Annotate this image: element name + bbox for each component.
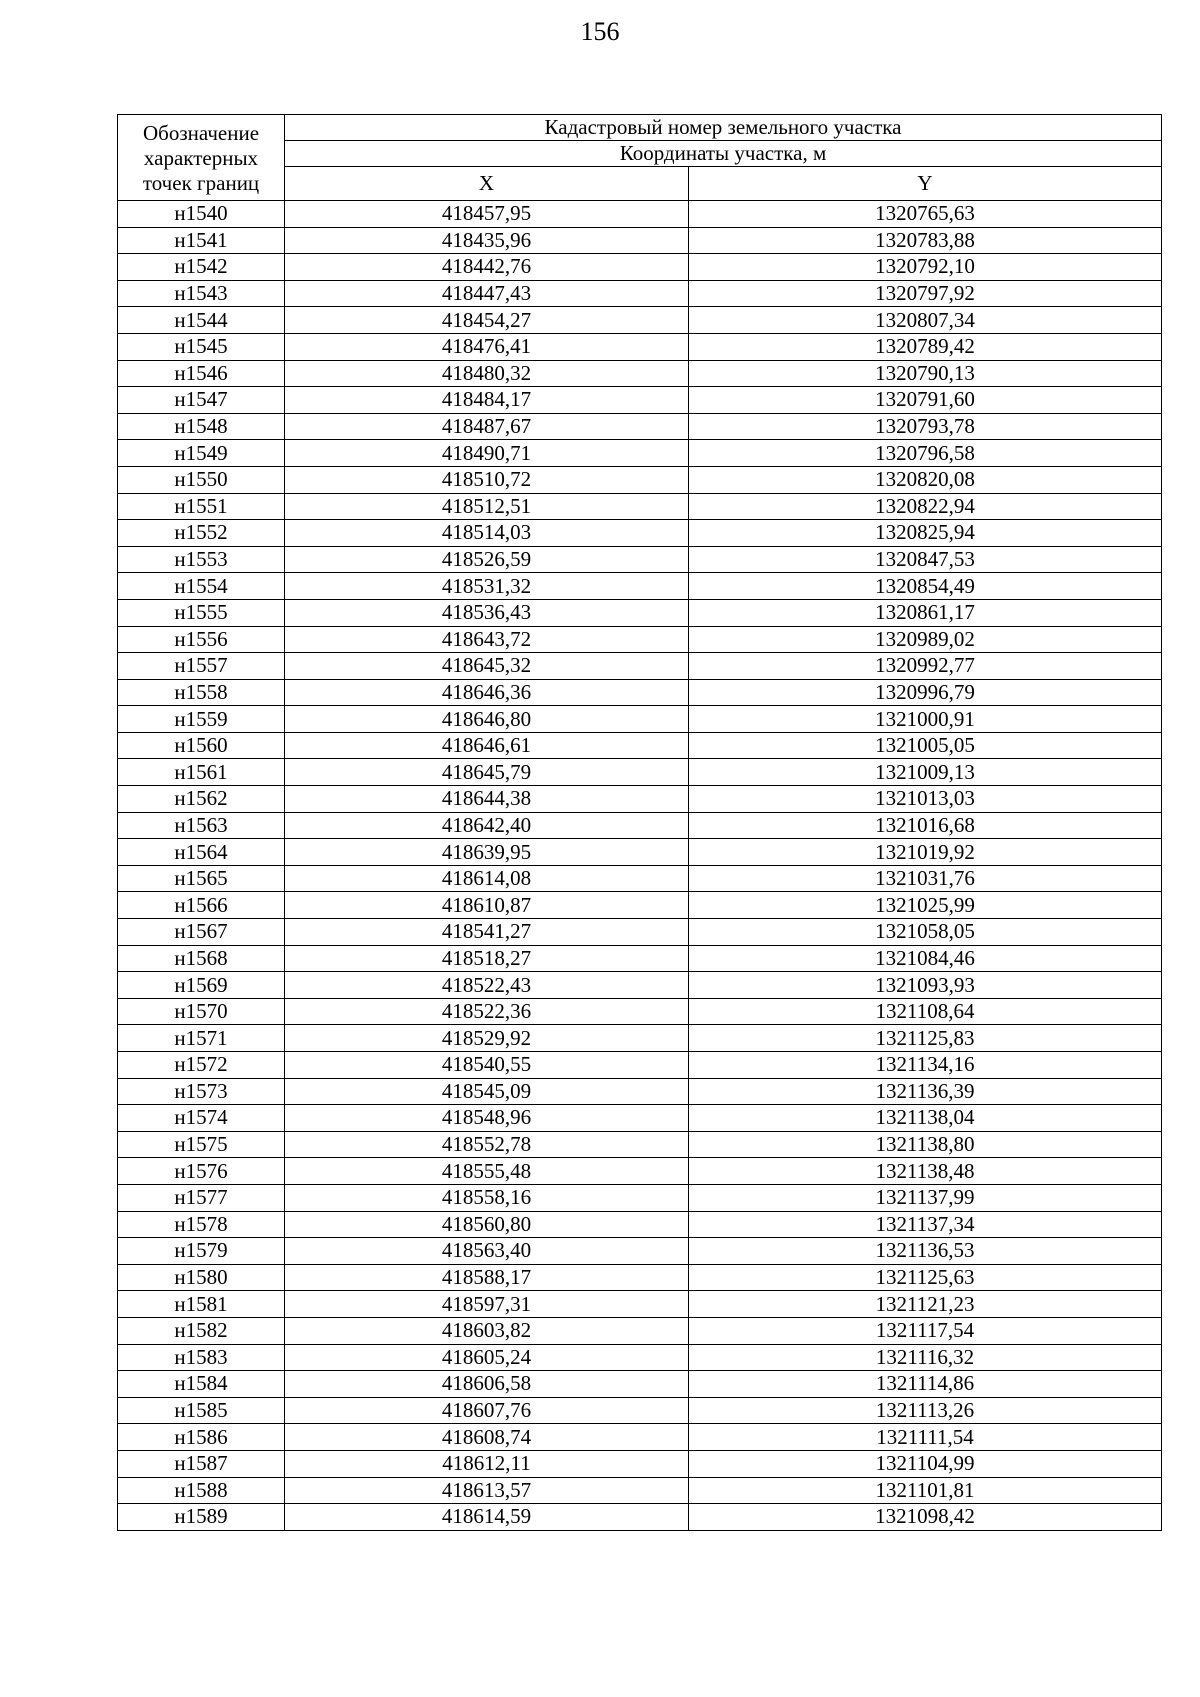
table-row (118, 1211, 1162, 1238)
y-cell: 1321009,13 (689, 759, 1162, 786)
point-cell: н1582 (118, 1317, 285, 1344)
x-cell: 418531,32 (285, 573, 689, 600)
y-cell: 1321019,92 (689, 839, 1162, 866)
point-cell: н1548 (118, 413, 285, 440)
y-cell: 1321114,86 (689, 1371, 1162, 1398)
y-cell: 1320765,63 (689, 201, 1162, 228)
point-cell: н1543 (118, 280, 285, 307)
point-cell: н1570 (118, 998, 285, 1025)
y-cell: 1321005,05 (689, 732, 1162, 759)
y-cell: 1320797,92 (689, 280, 1162, 307)
y-cell: 1321098,42 (689, 1504, 1162, 1531)
y-cell: 1320847,53 (689, 546, 1162, 573)
y-cell: 1320790,13 (689, 360, 1162, 387)
x-cell: 418522,36 (285, 998, 689, 1025)
y-cell: 1320854,49 (689, 573, 1162, 600)
table-row (118, 307, 1162, 334)
table-row (118, 865, 1162, 892)
x-cell: 418536,43 (285, 599, 689, 626)
y-cell: 1320992,77 (689, 653, 1162, 680)
x-cell: 418541,27 (285, 919, 689, 946)
point-cell: н1560 (118, 732, 285, 759)
y-cell: 1320783,88 (689, 227, 1162, 254)
x-cell: 418447,43 (285, 280, 689, 307)
y-cell: 1320996,79 (689, 679, 1162, 706)
point-cell: н1588 (118, 1477, 285, 1504)
point-cell: н1552 (118, 520, 285, 547)
point-cell: н1563 (118, 812, 285, 839)
table-row (118, 626, 1162, 653)
y-cell: 1320807,34 (689, 307, 1162, 334)
y-cell: 1321117,54 (689, 1317, 1162, 1344)
x-cell: 418603,82 (285, 1317, 689, 1344)
x-cell: 418454,27 (285, 307, 689, 334)
table-row (118, 998, 1162, 1025)
y-cell: 1321121,23 (689, 1291, 1162, 1318)
point-cell: н1565 (118, 865, 285, 892)
point-cell: н1558 (118, 679, 285, 706)
table-row (118, 1317, 1162, 1344)
table-row (118, 945, 1162, 972)
table-row (118, 599, 1162, 626)
x-cell: 418480,32 (285, 360, 689, 387)
x-cell: 418560,80 (285, 1211, 689, 1238)
table-row (118, 1371, 1162, 1398)
y-cell: 1321138,48 (689, 1158, 1162, 1185)
x-cell: 418646,80 (285, 706, 689, 733)
table-row (118, 1025, 1162, 1052)
x-cell: 418518,27 (285, 945, 689, 972)
y-cell: 1321031,76 (689, 865, 1162, 892)
y-cell: 1321125,63 (689, 1264, 1162, 1291)
point-cell: н1554 (118, 573, 285, 600)
y-cell: 1321025,99 (689, 892, 1162, 919)
point-cell: н1586 (118, 1424, 285, 1451)
point-cell: н1550 (118, 466, 285, 493)
point-cell: н1549 (118, 440, 285, 467)
point-cell: н1579 (118, 1238, 285, 1265)
table-row (118, 493, 1162, 520)
point-cell: н1577 (118, 1184, 285, 1211)
y-cell: 1321113,26 (689, 1397, 1162, 1424)
table-row (118, 546, 1162, 573)
point-cell: н1545 (118, 333, 285, 360)
x-cell: 418522,43 (285, 972, 689, 999)
table-row (118, 759, 1162, 786)
table-row (118, 1450, 1162, 1477)
point-cell: н1551 (118, 493, 285, 520)
table-row (118, 1158, 1162, 1185)
y-cell: 1320989,02 (689, 626, 1162, 653)
point-cell: н1546 (118, 360, 285, 387)
x-cell: 418510,72 (285, 466, 689, 493)
table-row (118, 786, 1162, 813)
y-cell: 1320861,17 (689, 599, 1162, 626)
y-cell: 1320820,08 (689, 466, 1162, 493)
x-cell: 418608,74 (285, 1424, 689, 1451)
point-cell: н1583 (118, 1344, 285, 1371)
table-row (118, 201, 1162, 228)
table-row (118, 1344, 1162, 1371)
table-row (118, 1264, 1162, 1291)
x-cell: 418476,41 (285, 333, 689, 360)
table-row (118, 1477, 1162, 1504)
point-cell: н1568 (118, 945, 285, 972)
table-row (118, 1105, 1162, 1132)
y-cell: 1321134,16 (689, 1052, 1162, 1079)
x-column-header: X (285, 167, 689, 201)
y-cell: 1321093,93 (689, 972, 1162, 999)
table-row (118, 466, 1162, 493)
table-row (118, 1184, 1162, 1211)
y-cell: 1321136,39 (689, 1078, 1162, 1105)
point-cell: н1574 (118, 1105, 285, 1132)
table-row (118, 1397, 1162, 1424)
x-cell: 418552,78 (285, 1131, 689, 1158)
point-cell: н1580 (118, 1264, 285, 1291)
x-cell: 418555,48 (285, 1158, 689, 1185)
point-cell: н1576 (118, 1158, 285, 1185)
table-row (118, 812, 1162, 839)
y-cell: 1321138,04 (689, 1105, 1162, 1132)
table-row (118, 1291, 1162, 1318)
x-cell: 418484,17 (285, 387, 689, 414)
y-cell: 1321013,03 (689, 786, 1162, 813)
y-cell: 1321108,64 (689, 998, 1162, 1025)
point-cell: н1572 (118, 1052, 285, 1079)
point-cell: н1547 (118, 387, 285, 414)
x-cell: 418614,59 (285, 1504, 689, 1531)
y-column-header: Y (689, 167, 1162, 201)
x-cell: 418643,72 (285, 626, 689, 653)
x-cell: 418487,67 (285, 413, 689, 440)
x-cell: 418558,16 (285, 1184, 689, 1211)
y-cell: 1321111,54 (689, 1424, 1162, 1451)
y-cell: 1321000,91 (689, 706, 1162, 733)
y-cell: 1321137,34 (689, 1211, 1162, 1238)
x-cell: 418490,71 (285, 440, 689, 467)
point-cell: н1587 (118, 1450, 285, 1477)
y-cell: 1320791,60 (689, 387, 1162, 414)
point-cell: н1559 (118, 706, 285, 733)
table-row (118, 520, 1162, 547)
table-row (118, 1078, 1162, 1105)
point-cell: н1542 (118, 254, 285, 281)
table-row (118, 706, 1162, 733)
y-cell: 1321104,99 (689, 1450, 1162, 1477)
point-cell: н1561 (118, 759, 285, 786)
table-row (118, 1424, 1162, 1451)
y-cell: 1321137,99 (689, 1184, 1162, 1211)
y-cell: 1321136,53 (689, 1238, 1162, 1265)
x-cell: 418642,40 (285, 812, 689, 839)
table-row (118, 1052, 1162, 1079)
x-cell: 418529,92 (285, 1025, 689, 1052)
table-row (118, 679, 1162, 706)
x-cell: 418457,95 (285, 201, 689, 228)
page-number: 156 (580, 17, 620, 46)
point-cell: н1541 (118, 227, 285, 254)
point-cell: н1556 (118, 626, 285, 653)
cadastral-number-header: Кадастровый номер земельного участка (285, 115, 1162, 141)
y-cell: 1321058,05 (689, 919, 1162, 946)
table-row (118, 360, 1162, 387)
x-cell: 418548,96 (285, 1105, 689, 1132)
y-cell: 1321016,68 (689, 812, 1162, 839)
point-cell: н1564 (118, 839, 285, 866)
point-cell: н1571 (118, 1025, 285, 1052)
table-row (118, 387, 1162, 414)
x-cell: 418597,31 (285, 1291, 689, 1318)
table-row (118, 919, 1162, 946)
x-cell: 418646,36 (285, 679, 689, 706)
y-cell: 1320789,42 (689, 333, 1162, 360)
table-row (118, 254, 1162, 281)
table-row (118, 1131, 1162, 1158)
x-cell: 418512,51 (285, 493, 689, 520)
y-cell: 1320796,58 (689, 440, 1162, 467)
table-row (118, 227, 1162, 254)
x-cell: 418605,24 (285, 1344, 689, 1371)
x-cell: 418612,11 (285, 1450, 689, 1477)
y-cell: 1321125,83 (689, 1025, 1162, 1052)
table-row (118, 972, 1162, 999)
x-cell: 418563,40 (285, 1238, 689, 1265)
y-cell: 1321138,80 (689, 1131, 1162, 1158)
point-cell: н1585 (118, 1397, 285, 1424)
y-cell: 1320793,78 (689, 413, 1162, 440)
x-cell: 418639,95 (285, 839, 689, 866)
point-cell: н1557 (118, 653, 285, 680)
table-row (118, 653, 1162, 680)
point-cell: н1566 (118, 892, 285, 919)
x-cell: 418645,79 (285, 759, 689, 786)
table-row (118, 839, 1162, 866)
coordinates-table (117, 114, 1162, 1531)
y-cell: 1321116,32 (689, 1344, 1162, 1371)
x-cell: 418540,55 (285, 1052, 689, 1079)
x-cell: 418614,08 (285, 865, 689, 892)
y-cell: 1321084,46 (689, 945, 1162, 972)
y-cell: 1320825,94 (689, 520, 1162, 547)
coordinates-header: Координаты участка, м (285, 141, 1162, 167)
y-cell: 1320822,94 (689, 493, 1162, 520)
x-cell: 418645,32 (285, 653, 689, 680)
x-cell: 418646,61 (285, 732, 689, 759)
point-cell: н1581 (118, 1291, 285, 1318)
x-cell: 418588,17 (285, 1264, 689, 1291)
x-cell: 418545,09 (285, 1078, 689, 1105)
table-row (118, 440, 1162, 467)
y-cell: 1321101,81 (689, 1477, 1162, 1504)
table-row (118, 413, 1162, 440)
point-label-header: Обозначение характерных точек границ (118, 115, 285, 201)
point-cell: н1578 (118, 1211, 285, 1238)
x-cell: 418607,76 (285, 1397, 689, 1424)
table-row (118, 1504, 1162, 1531)
point-cell: н1573 (118, 1078, 285, 1105)
y-cell: 1320792,10 (689, 254, 1162, 281)
point-cell: н1575 (118, 1131, 285, 1158)
table-row (118, 573, 1162, 600)
table-row (118, 1238, 1162, 1265)
table-body (118, 201, 1162, 1531)
x-cell: 418514,03 (285, 520, 689, 547)
x-cell: 418606,58 (285, 1371, 689, 1398)
table-row (118, 892, 1162, 919)
point-cell: н1584 (118, 1371, 285, 1398)
point-cell: н1553 (118, 546, 285, 573)
x-cell: 418613,57 (285, 1477, 689, 1504)
table-header (118, 115, 1162, 201)
point-cell: н1555 (118, 599, 285, 626)
x-cell: 418435,96 (285, 227, 689, 254)
point-cell: н1544 (118, 307, 285, 334)
point-cell: н1567 (118, 919, 285, 946)
x-cell: 418610,87 (285, 892, 689, 919)
point-cell: н1589 (118, 1504, 285, 1531)
table-row (118, 280, 1162, 307)
x-cell: 418526,59 (285, 546, 689, 573)
point-cell: н1540 (118, 201, 285, 228)
point-cell: н1562 (118, 786, 285, 813)
table-row (118, 333, 1162, 360)
x-cell: 418442,76 (285, 254, 689, 281)
point-cell: н1569 (118, 972, 285, 999)
x-cell: 418644,38 (285, 786, 689, 813)
table-row (118, 732, 1162, 759)
